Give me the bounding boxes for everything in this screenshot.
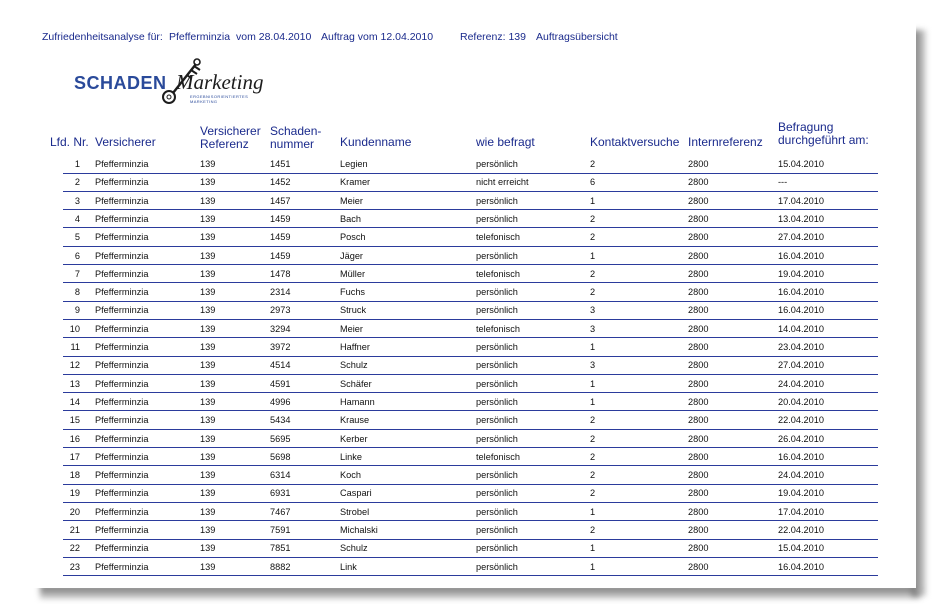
cell-versicherer: Pfefferminzia xyxy=(95,506,149,517)
cell-befragung-datum: 22.04.2010 xyxy=(778,525,824,535)
cell-internreferenz: 2800 xyxy=(688,543,709,554)
cell-kundenname: Kramer xyxy=(340,177,371,188)
cell-internreferenz: 2800 xyxy=(688,195,709,206)
row-divider xyxy=(63,246,878,247)
cell-versicherer: Pfefferminzia xyxy=(95,159,149,169)
cell-schadennummer: 6314 xyxy=(270,470,291,481)
cell-wie-befragt: telefonisch xyxy=(476,451,520,462)
row-divider xyxy=(63,429,878,430)
row-divider xyxy=(63,227,878,228)
cell-internreferenz: 2800 xyxy=(688,433,709,444)
row-divider xyxy=(63,282,878,283)
cell-kundenname: Schulz xyxy=(340,543,368,554)
cell-kundenname: Fuchs xyxy=(340,287,366,298)
column-header-line: Versicherer xyxy=(95,135,156,149)
row-divider xyxy=(63,191,878,192)
cell-internreferenz: 2800 xyxy=(688,268,709,279)
cell-versicherer: Pfefferminzia xyxy=(95,396,149,407)
cell-lfd-nr: 10 xyxy=(69,323,80,334)
column-header-line: nummer xyxy=(270,136,315,151)
cell-kontaktversuche: 2 xyxy=(590,415,596,426)
cell-schadennummer: 1452 xyxy=(270,177,291,188)
cell-befragung-datum: 13.04.2010 xyxy=(778,213,824,224)
column-header-line: Versicherer xyxy=(200,124,261,138)
cell-wie-befragt: persönlich xyxy=(476,415,518,426)
cell-kundenname: Bach xyxy=(340,213,361,224)
cell-kundenname: Struck xyxy=(340,305,367,316)
cell-lfd-nr: 2 xyxy=(74,177,80,188)
cell-befragung-datum: 22.04.2010 xyxy=(778,415,824,426)
cell-versicherer: Pfefferminzia xyxy=(95,195,149,206)
cell-kundenname: Müller xyxy=(340,268,366,279)
row-divider xyxy=(63,557,878,558)
cell-internreferenz: 2800 xyxy=(688,232,709,243)
cell-versicherer-referenz: 139 xyxy=(200,195,216,206)
cell-befragung-datum: 23.04.2010 xyxy=(778,342,824,352)
cell-kundenname: Jäger xyxy=(340,250,363,261)
column-header-befragung-datum xyxy=(778,121,869,146)
cell-schadennummer: 6931 xyxy=(270,488,291,499)
row-divider xyxy=(63,447,878,448)
cell-internreferenz: 2800 xyxy=(688,525,709,535)
cell-versicherer: Pfefferminzia xyxy=(95,177,149,188)
row-divider xyxy=(63,575,878,576)
cell-kontaktversuche: 2 xyxy=(590,159,596,169)
cell-befragung-datum: 16.04.2010 xyxy=(778,250,824,261)
cell-kundenname: Posch xyxy=(340,232,366,243)
cell-versicherer-referenz: 139 xyxy=(200,525,216,535)
cell-befragung-datum: 27.04.2010 xyxy=(778,360,824,371)
cell-befragung-datum: 14.04.2010 xyxy=(778,323,824,334)
cell-befragung-datum: 17.04.2010 xyxy=(778,195,824,206)
cell-wie-befragt: persönlich xyxy=(476,543,518,554)
cell-schadennummer: 1459 xyxy=(270,250,291,261)
cell-kundenname: Meier xyxy=(340,195,363,206)
header-order: Auftrag vom 12.04.2010 xyxy=(321,31,434,43)
cell-wie-befragt: persönlich xyxy=(476,250,518,261)
column-header-lfd-nr xyxy=(50,136,89,149)
cell-kundenname: Meier xyxy=(340,323,363,334)
cell-befragung-datum: 20.04.2010 xyxy=(778,396,824,407)
row-divider xyxy=(63,356,878,357)
row-divider xyxy=(63,173,878,174)
cell-kontaktversuche: 1 xyxy=(590,543,596,554)
cell-wie-befragt: persönlich xyxy=(476,305,518,316)
cell-versicherer: Pfefferminzia xyxy=(95,488,149,499)
row-divider xyxy=(63,209,878,210)
cell-kundenname: Haffner xyxy=(340,342,370,352)
cell-kontaktversuche: 1 xyxy=(590,342,596,352)
cell-schadennummer: 1478 xyxy=(270,268,291,279)
cell-kontaktversuche: 2 xyxy=(590,470,596,481)
cell-schadennummer: 1459 xyxy=(270,232,291,243)
cell-wie-befragt: persönlich xyxy=(476,342,518,352)
cell-schadennummer: 2973 xyxy=(270,305,291,316)
row-divider xyxy=(63,484,878,485)
cell-versicherer-referenz: 139 xyxy=(200,415,216,426)
cell-internreferenz: 2800 xyxy=(688,305,709,316)
cell-wie-befragt: persönlich xyxy=(476,213,518,224)
cell-befragung-datum: 15.04.2010 xyxy=(778,159,824,169)
cell-schadennummer: 4996 xyxy=(270,396,291,407)
cell-internreferenz: 2800 xyxy=(688,213,709,224)
cell-lfd-nr: 22 xyxy=(69,543,80,554)
cell-versicherer: Pfefferminzia xyxy=(95,287,149,298)
cell-befragung-datum: 16.04.2010 xyxy=(778,451,824,462)
row-divider xyxy=(63,520,878,521)
cell-schadennummer: 1459 xyxy=(270,213,291,224)
cell-befragung-datum: 15.04.2010 xyxy=(778,543,824,554)
cell-kontaktversuche: 2 xyxy=(590,525,596,535)
cell-lfd-nr: 3 xyxy=(74,195,80,206)
column-header-line: Kontaktversuche xyxy=(590,135,680,149)
cell-kontaktversuche: 3 xyxy=(590,323,596,334)
cell-lfd-nr: 19 xyxy=(69,488,80,499)
cell-wie-befragt: nicht erreicht xyxy=(476,177,529,188)
cell-lfd-nr: 11 xyxy=(70,342,80,352)
cell-befragung-datum: 27.04.2010 xyxy=(778,232,824,243)
row-divider xyxy=(63,539,878,540)
cell-wie-befragt: persönlich xyxy=(476,159,518,169)
cell-befragung-datum: 19.04.2010 xyxy=(778,268,824,279)
cell-versicherer: Pfefferminzia xyxy=(95,470,149,481)
column-header-versicherer xyxy=(95,136,156,149)
cell-schadennummer: 1457 xyxy=(270,195,291,206)
cell-versicherer-referenz: 139 xyxy=(200,287,216,298)
cell-versicherer-referenz: 139 xyxy=(200,433,216,444)
cell-internreferenz: 2800 xyxy=(688,177,709,188)
cell-internreferenz: 2800 xyxy=(688,159,709,169)
cell-versicherer: Pfefferminzia xyxy=(95,250,149,261)
column-header-line: Referenz xyxy=(200,136,249,151)
cell-kundenname: Strobel xyxy=(340,506,370,517)
cell-wie-befragt: persönlich xyxy=(476,396,518,407)
column-header-line: Befragung xyxy=(778,120,834,134)
cell-wie-befragt: persönlich xyxy=(476,287,518,298)
cell-lfd-nr: 5 xyxy=(74,232,80,243)
logo-tagline: ERGEBNISORIENTIERTES MARKETING xyxy=(190,94,249,104)
header-client: Pfefferminzia xyxy=(169,31,231,43)
column-header-wie-befragt xyxy=(476,136,535,149)
cell-internreferenz: 2800 xyxy=(688,323,709,334)
cell-lfd-nr: 21 xyxy=(69,525,80,535)
cell-internreferenz: 2800 xyxy=(688,378,709,389)
cell-internreferenz: 2800 xyxy=(688,561,709,572)
header-overview: Auftragsübersicht xyxy=(536,31,618,43)
cell-versicherer-referenz: 139 xyxy=(200,305,216,316)
cell-versicherer-referenz: 139 xyxy=(200,268,216,279)
logo-brand-right: Marketing xyxy=(176,70,264,94)
column-header-kontaktversuche xyxy=(590,136,679,149)
cell-wie-befragt: persönlich xyxy=(476,506,518,517)
cell-lfd-nr: 12 xyxy=(69,360,80,371)
column-header-kundenname xyxy=(340,136,411,149)
row-divider xyxy=(63,319,878,320)
cell-kontaktversuche: 3 xyxy=(590,360,596,371)
cell-schadennummer: 3294 xyxy=(270,323,291,334)
cell-befragung-datum: 16.04.2010 xyxy=(778,305,824,316)
column-header-versicherer-referenz xyxy=(200,125,261,150)
cell-lfd-nr: 20 xyxy=(69,506,80,517)
cell-befragung-datum: 16.04.2010 xyxy=(778,287,824,298)
cell-kontaktversuche: 2 xyxy=(590,232,596,243)
cell-kundenname: Schulz xyxy=(340,360,368,371)
column-header-schadennummer xyxy=(270,125,321,150)
cell-wie-befragt: telefonisch xyxy=(476,268,520,279)
cell-schadennummer: 4514 xyxy=(270,360,291,371)
cell-versicherer: Pfefferminzia xyxy=(95,433,149,444)
cell-kundenname: Krause xyxy=(340,415,370,426)
cell-versicherer: Pfefferminzia xyxy=(95,323,149,334)
cell-lfd-nr: 17 xyxy=(69,451,80,462)
cell-versicherer: Pfefferminzia xyxy=(95,378,149,389)
cell-versicherer: Pfefferminzia xyxy=(95,213,149,224)
cell-versicherer-referenz: 139 xyxy=(200,543,216,554)
cell-befragung-datum: 26.04.2010 xyxy=(778,433,824,444)
cell-lfd-nr: 4 xyxy=(74,213,80,224)
cell-kontaktversuche: 2 xyxy=(590,488,596,499)
cell-befragung-datum: 19.04.2010 xyxy=(778,488,824,499)
column-header-line: Kundenname xyxy=(340,135,412,149)
cell-schadennummer: 8882 xyxy=(270,561,291,572)
cell-kontaktversuche: 1 xyxy=(590,250,596,261)
cell-lfd-nr: 16 xyxy=(69,433,80,444)
cell-kundenname: Kerber xyxy=(340,433,368,444)
cell-kontaktversuche: 2 xyxy=(590,451,596,462)
cell-wie-befragt: telefonisch xyxy=(476,232,520,243)
cell-kontaktversuche: 2 xyxy=(590,433,596,444)
cell-kundenname: Linke xyxy=(340,451,362,462)
cell-versicherer: Pfefferminzia xyxy=(95,561,149,572)
cell-kontaktversuche: 1 xyxy=(590,506,596,517)
cell-internreferenz: 2800 xyxy=(688,342,709,352)
cell-versicherer-referenz: 139 xyxy=(200,470,216,481)
cell-versicherer-referenz: 139 xyxy=(200,177,216,188)
company-logo xyxy=(74,56,274,106)
column-header-line: durchgeführt am: xyxy=(778,132,869,147)
cell-kundenname: Schäfer xyxy=(340,378,372,389)
row-divider xyxy=(63,264,878,265)
cell-internreferenz: 2800 xyxy=(688,396,709,407)
cell-versicherer-referenz: 139 xyxy=(200,488,216,499)
cell-wie-befragt: persönlich xyxy=(476,433,518,444)
cell-versicherer-referenz: 139 xyxy=(200,360,216,371)
cell-versicherer: Pfefferminzia xyxy=(95,415,149,426)
cell-schadennummer: 2314 xyxy=(270,287,291,298)
cell-versicherer-referenz: 139 xyxy=(200,250,216,261)
logo-brand-left: SCHADEN xyxy=(74,73,167,93)
column-header-internreferenz xyxy=(688,136,763,149)
cell-lfd-nr: 18 xyxy=(69,470,80,481)
cell-schadennummer: 7591 xyxy=(270,525,291,535)
cell-kundenname: Hamann xyxy=(340,396,375,407)
cell-kundenname: Michalski xyxy=(340,525,378,535)
cell-versicherer-referenz: 139 xyxy=(200,506,216,517)
cell-wie-befragt: persönlich xyxy=(476,360,518,371)
cell-lfd-nr: 8 xyxy=(74,287,80,298)
cell-internreferenz: 2800 xyxy=(688,287,709,298)
cell-schadennummer: 7467 xyxy=(270,506,291,517)
cell-wie-befragt: persönlich xyxy=(476,195,518,206)
cell-versicherer-referenz: 139 xyxy=(200,396,216,407)
cell-versicherer: Pfefferminzia xyxy=(95,305,149,316)
cell-lfd-nr: 7 xyxy=(74,268,80,279)
cell-befragung-datum: --- xyxy=(778,177,788,188)
cell-kundenname: Caspari xyxy=(340,488,372,499)
cell-schadennummer: 5434 xyxy=(270,415,291,426)
cell-wie-befragt: persönlich xyxy=(476,470,518,481)
row-divider xyxy=(63,374,878,375)
cell-wie-befragt: telefonisch xyxy=(476,323,520,334)
cell-kontaktversuche: 1 xyxy=(590,396,596,407)
cell-schadennummer: 3972 xyxy=(270,342,291,352)
cell-versicherer: Pfefferminzia xyxy=(95,268,149,279)
row-divider xyxy=(63,337,878,338)
cell-wie-befragt: persönlich xyxy=(476,561,518,572)
cell-befragung-datum: 17.04.2010 xyxy=(778,506,824,517)
column-header-line: wie befragt xyxy=(476,135,535,149)
header-date: vom 28.04.2010 xyxy=(236,31,312,43)
cell-kundenname: Koch xyxy=(340,470,361,481)
cell-versicherer-referenz: 139 xyxy=(200,213,216,224)
cell-lfd-nr: 23 xyxy=(69,561,80,572)
cell-internreferenz: 2800 xyxy=(688,415,709,426)
cell-kontaktversuche: 1 xyxy=(590,561,596,572)
cell-versicherer-referenz: 139 xyxy=(200,323,216,334)
cell-lfd-nr: 15 xyxy=(69,415,80,426)
cell-internreferenz: 2800 xyxy=(688,470,709,481)
cell-versicherer-referenz: 139 xyxy=(200,378,216,389)
cell-versicherer-referenz: 139 xyxy=(200,159,216,169)
cell-versicherer: Pfefferminzia xyxy=(95,232,149,243)
cell-kontaktversuche: 2 xyxy=(590,287,596,298)
row-divider xyxy=(63,410,878,411)
cell-versicherer: Pfefferminzia xyxy=(95,360,149,371)
cell-versicherer-referenz: 139 xyxy=(200,451,216,462)
cell-wie-befragt: persönlich xyxy=(476,525,518,535)
cell-lfd-nr: 14 xyxy=(69,396,80,407)
column-header-line: Internreferenz xyxy=(688,135,763,149)
column-header-line: Schaden- xyxy=(270,124,322,138)
cell-befragung-datum: 24.04.2010 xyxy=(778,470,824,481)
cell-lfd-nr: 1 xyxy=(74,159,80,169)
cell-versicherer-referenz: 139 xyxy=(200,232,216,243)
cell-schadennummer: 7851 xyxy=(270,543,291,554)
column-header-line: Lfd. Nr. xyxy=(50,135,89,149)
cell-internreferenz: 2800 xyxy=(688,360,709,371)
cell-versicherer-referenz: 139 xyxy=(200,342,216,352)
cell-versicherer: Pfefferminzia xyxy=(95,342,149,352)
cell-versicherer: Pfefferminzia xyxy=(95,525,149,535)
cell-wie-befragt: persönlich xyxy=(476,488,518,499)
cell-kontaktversuche: 1 xyxy=(590,378,596,389)
cell-kundenname: Link xyxy=(340,561,357,572)
cell-internreferenz: 2800 xyxy=(688,488,709,499)
cell-schadennummer: 1451 xyxy=(270,159,291,169)
cell-schadennummer: 5698 xyxy=(270,451,291,462)
cell-befragung-datum: 16.04.2010 xyxy=(778,561,824,572)
cell-lfd-nr: 9 xyxy=(74,305,80,316)
cell-schadennummer: 5695 xyxy=(270,433,291,444)
cell-internreferenz: 2800 xyxy=(688,506,709,517)
cell-kontaktversuche: 2 xyxy=(590,213,596,224)
cell-versicherer: Pfefferminzia xyxy=(95,543,149,554)
row-divider xyxy=(63,502,878,503)
header-reference: Referenz: 139 xyxy=(460,31,526,43)
cell-internreferenz: 2800 xyxy=(688,250,709,261)
row-divider xyxy=(63,301,878,302)
cell-versicherer-referenz: 139 xyxy=(200,561,216,572)
header-analyse-label: Zufriedenheitsanalyse für: xyxy=(42,31,163,43)
cell-kontaktversuche: 3 xyxy=(590,305,596,316)
cell-kontaktversuche: 2 xyxy=(590,268,596,279)
cell-kontaktversuche: 6 xyxy=(590,177,596,188)
cell-kontaktversuche: 1 xyxy=(590,195,596,206)
cell-versicherer: Pfefferminzia xyxy=(95,451,149,462)
cell-wie-befragt: persönlich xyxy=(476,378,518,389)
row-divider xyxy=(63,465,878,466)
cell-kundenname: Legien xyxy=(340,159,368,169)
cell-befragung-datum: 24.04.2010 xyxy=(778,378,824,389)
cell-internreferenz: 2800 xyxy=(688,451,709,462)
row-divider xyxy=(63,392,878,393)
cell-lfd-nr: 13 xyxy=(69,378,80,389)
cell-lfd-nr: 6 xyxy=(74,250,80,261)
cell-schadennummer: 4591 xyxy=(270,378,291,389)
